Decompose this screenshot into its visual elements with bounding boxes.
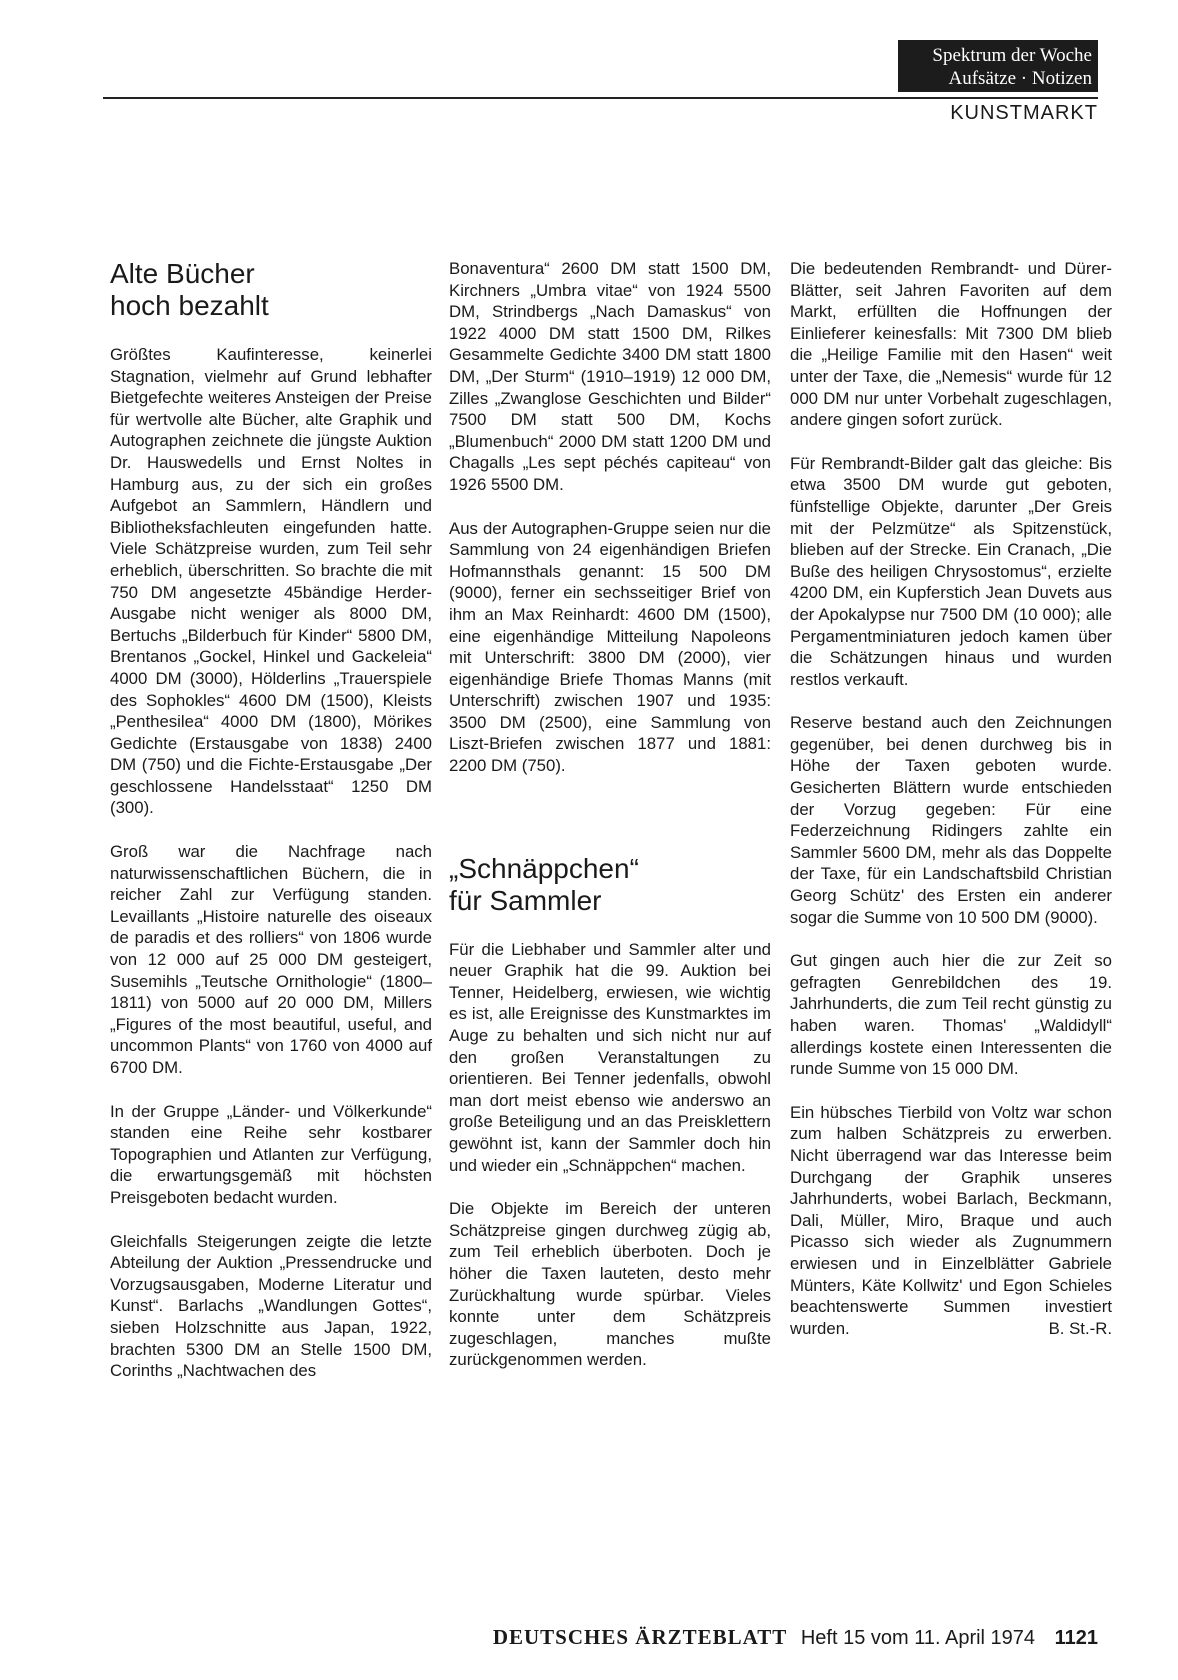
article-2-paragraph-3: Die bedeutenden Rembrandt- und Dürer-Blätter, seit Jahren Favoriten auf dem Markt, erfüllten die Hoffnungen der Einlieferer keinesfalls: Mit 7300 DM blieb die „Heilige Familie mit den Hasen“ weit unter der Taxe, die „Nemesis“ wurde für 12 000 DM nur unter Vorbehalt zugeschlagen, andere gingen sofort zurück. bbox=[790, 259, 1112, 430]
article-1-paragraph-6: Aus der Autographen-Gruppe seien nur die Sammlung von 24 eigenhändigen Briefen Hofmannsthals genannt: 15 500 DM (9000), ferner ein sechsseitiger Brief von ihm an Max Reinhardt: 4600 DM (1500), eine eigenhändige Mitteilung Napoleons mit Unterschrift: 3800 DM (2000), vier eigenhändige Briefe Thomas Manns (mit Unterschrift) zwischen 1907 und 1935: 3500 DM (2500), eine Sammlung von Liszt-Briefen zwischen 1877 und 1881: 2200 DM (750). bbox=[449, 518, 771, 776]
header-rule bbox=[103, 97, 1098, 99]
article-2-title-line-1: „Schnäppchen“ bbox=[449, 852, 639, 884]
article-1-paragraph-3: In der Gruppe „Länder- und Völkerkunde“ standen eine Reihe sehr kostbarer Topographien und Atlanten zur Verfügung, die erwartungsgemäß mit höchsten Preisgeboten bedacht wurden. bbox=[110, 1101, 432, 1207]
article-2-paragraph-1: Für die Liebhaber und Sammler alter und neuer Graphik hat die 99. Auktion bei Tenner, Heidelberg, erwiesen, wie wichtig es ist, alle Ereignisse des Kunstmarktes im Auge zu behalten und sich nicht nur auf den großen Veranstaltungen zu orientieren. Bei Tenner jedenfalls, obwohl man dort meist ebenso wie anderswo an große Beteiligung und an das Preisklettern gewöhnt ist, kann der Sammler doch hin und wieder ein „Schnäppchen“ machen. bbox=[449, 939, 771, 1175]
page-footer bbox=[0, 1625, 1098, 1650]
section-badge bbox=[898, 40, 1098, 92]
column-2 bbox=[449, 258, 771, 1371]
article-2-title-line-2: für Sammler bbox=[449, 884, 602, 916]
article-2-paragraph-2: Die Objekte im Bereich der unteren Schätzpreise gingen durchweg zügig ab, zum Teil erheblich überboten. Doch je höher die Taxen lauteten, desto mehr Zurückhaltung wurde spürbar. Vieles konnte unter dem Schätzpreis zugeschlagen, manches mußte zurückgenommen werden. bbox=[449, 1199, 771, 1370]
issue-info: Heft 15 vom 11. April 1974 bbox=[800, 1627, 1036, 1649]
article-2-paragraph-4: Für Rembrandt-Bilder galt das gleiche: Bis etwa 3500 DM wurde gut geboten, fünfstellige Objekte, darunter „Der Greis mit der Pelzmütze“ als Spitzenstück, blieben auf der Strecke. Ein Cranach, „Die Buße des heiligen Chrysostomus“, erzielte 4200 DM, ein Kupferstich Jean Duvets aus der Apokalypse nur 7500 DM (10 000); alle Pergamentminiaturen jedoch kamen über die Schätzungen hinaus und wurden restlos verkauft. bbox=[790, 453, 1112, 689]
article-1-paragraph-1: Größtes Kaufinteresse, keinerlei Stagnation, vielmehr auf Grund lebhafter Bietgefechte weiteres Ansteigen der Preise für wertvolle alte Bücher, alte Graphik und Autographen zeichnete die jüngste Auktion Dr. Hauswedells und Ernst Noltes in Hamburg aus, zu der sich ein großes Aufgebot an Sammlern, Händlern und Bibliotheksfachleuten eingefunden hatte. Viele Schätzpreise wurden, zum Teil sehr erheblich, überschritten. So brachte die mit 750 DM angesetzte 45bändige Herder-Ausgabe nicht weniger als 8000 DM, Bertuchs „Bilderbuch für Kinder“ 5800 DM, Brentanos „Gockel, Hinkel und Gackeleia“ 4000 DM (3000), Hölderlins „Trauerspiele des Sophokles“ 4600 DM (1500), Kleists „Penthesilea“ 4000 DM (1800), Mörikes Gedichte (Erstausgabe von 1838) 2400 DM (750) und die Fichte-Erstausgabe „Der geschlossene Handelsstaat“ 1250 DM (300). bbox=[110, 345, 432, 818]
article-1-paragraph-4: Gleichfalls Steigerungen zeigte die letzte Abteilung der Auktion „Pressendrucke und Vorzugsausgaben, Moderne Literatur und Kunst“. Barlachs „Wandlungen Gottes“, sieben Holzschnitte aus Japan, 1922, brachten 5300 DM an Stelle 1500 DM, Corinths „Nachtwachen des bbox=[110, 1231, 432, 1381]
article-1-paragraph-2: Groß war die Nachfrage nach naturwissenschaftlichen Büchern, die in reicher Zahl zur Verfügung standen. Levaillants „Histoire naturelle des oiseaux de paradis et des rolliers“ von 1806 wurde von 12 000 auf 25 000 DM gesteigert, Susemihls „Teutsche Ornithologie“ (1800–1811) von 5000 auf 20 000 DM, Millers „Figures of the most beautiful, useful, and uncommon Plants“ von 1760 von 4000 auf 6700 DM. bbox=[110, 842, 432, 1077]
section-title: KUNSTMARKT bbox=[950, 102, 1098, 124]
badge-line-1: Spektrum der Woche bbox=[932, 45, 1092, 66]
badge-line-2: Aufsätze · Notizen bbox=[948, 68, 1092, 89]
magazine-name: DEUTSCHES ÄRZTEBLATT bbox=[492, 1625, 788, 1649]
article-2-paragraph-5: Reserve bestand auch den Zeichnungen gegenüber, bei denen durchweg bis in Höhe der Taxen geboten wurde. Gesicherten Blättern wurde entschieden der Vorzug gegeben: Für eine Federzeichnung Ridingers zahlte ein Sammler 5600 DM, mehr als das Doppelte der Taxe, für ein Landschaftsbild Christian Georg Schütz' des Ersten ein anderer sogar die Summe von 10 500 DM (9000). bbox=[790, 713, 1112, 927]
column-3 bbox=[790, 258, 1112, 1339]
column-1 bbox=[110, 258, 432, 1382]
article-2-paragraph-6: Gut gingen auch hier die zur Zeit so gefragten Genrebildchen des 19. Jahrhunderts, die zum Teil recht günstig zu haben waren. Thomas' „Waldidyll“ allerdings kostete einen Interessenten die runde Summe von 15 000 DM. bbox=[790, 951, 1112, 1079]
article-1-paragraph-5: Bonaventura“ 2600 DM statt 1500 DM, Kirchners „Umbra vitae“ von 1924 5500 DM, Strindbergs „Nach Damaskus“ von 1922 4000 DM statt 1500 DM, Rilkes Gesammelte Gedichte 3400 DM statt 1800 DM, „Der Sturm“ (1910–1919) 12 000 DM, Zilles „Zwanglose Geschichten und Bilder“ 7500 DM statt 500 DM, Kochs „Blumenbuch“ 2000 DM statt 1200 DM und Chagalls „Les sept péchés capiteau“ von 1926 5500 DM. bbox=[449, 259, 771, 494]
article-1-title-line-1: Alte Bücher bbox=[110, 258, 255, 289]
page-number: 1121 bbox=[1054, 1627, 1098, 1649]
article-1-title bbox=[110, 258, 432, 322]
article-2-paragraph-7 bbox=[790, 1102, 1112, 1340]
article-2-title bbox=[449, 853, 771, 917]
article-2-paragraph-7-text: Ein hübsches Tierbild von Voltz war schon zum halben Schätzpreis zu erwerben. Nicht überragend war das Interesse beim Durchgang der Graphik unseres Jahrhunderts, wobei Barlach, Beckmann, Dali, Müller, Miro, Braque und auch Picasso sich wieder als Zugnummern erwiesen und in Einzelblätter Gabriele Münters, Käte Kollwitz' und Egon Schieles beachtenswerte Summen investiert wurden. bbox=[790, 1102, 1112, 1338]
author-signature: B. St.-R. bbox=[1048, 1318, 1112, 1338]
article-1-title-line-2: hoch bezahlt bbox=[110, 290, 269, 321]
